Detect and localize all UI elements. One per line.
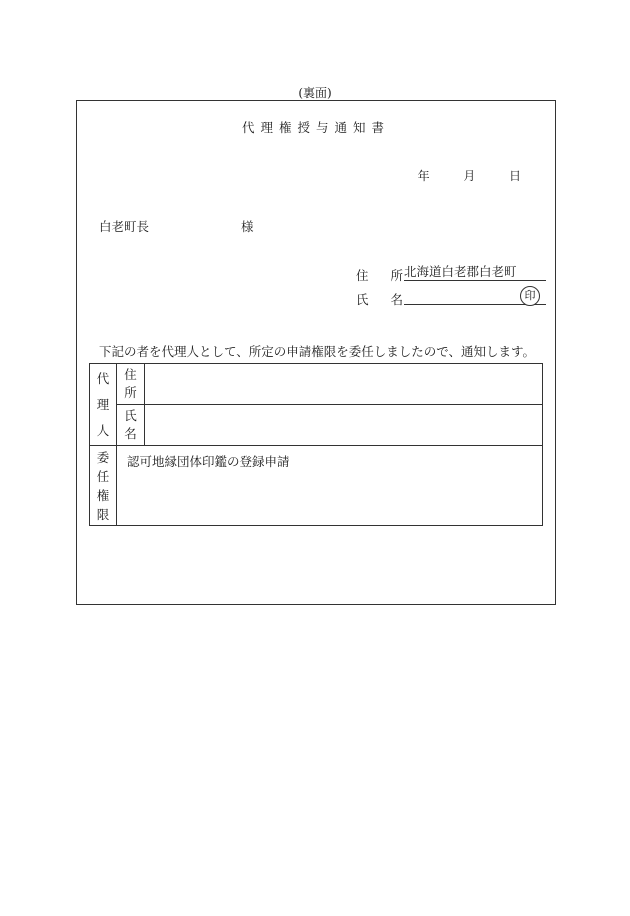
- agent-address-label-char: 住: [124, 367, 137, 382]
- delegation-statement: 下記の者を代理人として、所定の申請権限を委任しましたので、通知します。: [99, 344, 536, 359]
- agent-name-label-char: 氏: [124, 408, 137, 423]
- name-label: 氏 名: [356, 292, 412, 307]
- authority-field[interactable]: 認可地縁団体印鑑の登録申請: [117, 446, 543, 526]
- document-title: 代理権授与通知書: [241, 120, 390, 135]
- date-day: 日: [508, 169, 521, 183]
- agent-label-char: 代: [96, 370, 110, 386]
- authority-label-char: 委: [96, 449, 110, 465]
- date-line: [418, 167, 521, 184]
- date-month: 月: [463, 169, 476, 183]
- seal-mark: 印: [520, 286, 540, 306]
- authority-label-char: 権: [96, 487, 110, 503]
- authority-label-char: 限: [96, 506, 110, 522]
- agent-name-label-char: 名: [124, 426, 137, 441]
- agent-name-field[interactable]: [145, 405, 543, 446]
- agent-address-label-char: 所: [124, 385, 137, 400]
- agent-label: [90, 364, 117, 446]
- authority-label: [90, 446, 117, 526]
- form-frame: [76, 100, 556, 605]
- agent-label-char: 理: [96, 396, 110, 412]
- authority-label-char: 任: [96, 468, 110, 484]
- page-side-label: (裏面): [298, 86, 332, 100]
- addressee: 白老町長: [99, 219, 150, 234]
- agent-address-label: [117, 364, 145, 405]
- address-field[interactable]: 北海道白老郡白老町: [404, 264, 546, 281]
- address-label: 住 所: [356, 268, 412, 283]
- agent-name-label: [117, 405, 145, 446]
- agent-label-char: 人: [96, 422, 110, 438]
- date-year: 年: [417, 169, 430, 183]
- agent-table: [89, 363, 543, 526]
- agent-address-field[interactable]: [145, 364, 543, 405]
- honorific: 様: [241, 219, 254, 234]
